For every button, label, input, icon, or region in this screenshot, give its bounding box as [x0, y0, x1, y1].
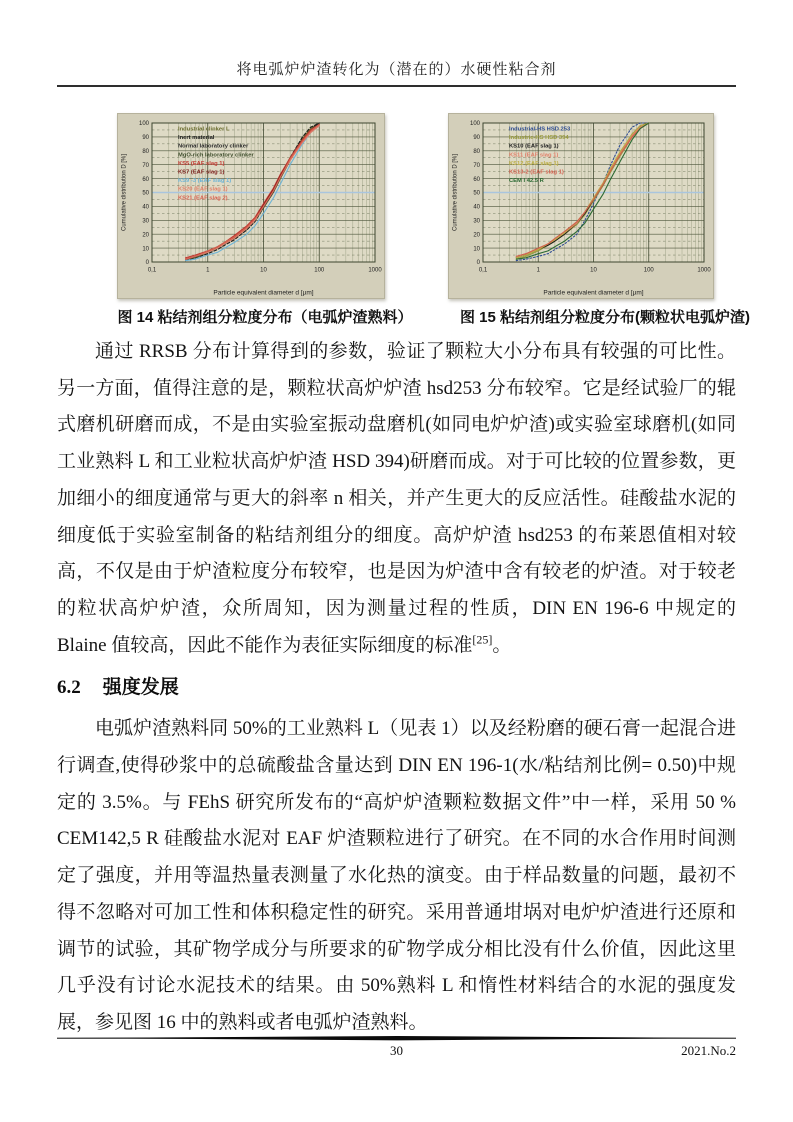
svg-text:100: 100: [643, 267, 654, 274]
svg-text:80: 80: [142, 149, 149, 155]
svg-text:70: 70: [142, 162, 149, 169]
svg-text:0,1: 0,1: [147, 267, 157, 274]
page-number: 30: [390, 1043, 403, 1058]
svg-text:0: 0: [476, 260, 480, 267]
section-heading-6-2: [57, 673, 736, 703]
svg-text:100: 100: [469, 121, 480, 128]
cumulative-distribution-plot: [118, 114, 384, 298]
svg-text:50: 50: [473, 190, 480, 197]
svg-text:KS12 (EAF slag 1): KS12 (EAF slag 1): [509, 160, 559, 167]
svg-text:50: 50: [142, 190, 149, 197]
svg-text:Cumulative distribution D [%]: Cumulative distribution D [%]: [452, 153, 459, 232]
svg-text:KS20 (EAF slag 1): KS20 (EAF slag 1): [178, 186, 228, 193]
reference-25-superscript: [25]: [472, 632, 493, 647]
svg-text:MgO-rich laboratory clinker: MgO-rich laboratory clinker: [178, 152, 254, 159]
svg-text:100: 100: [314, 267, 325, 274]
svg-text:KS9 -3 (EAF slag 1): KS9 -3 (EAF slag 1): [178, 178, 232, 185]
page-header-title: 将电弧炉炉渣转化为（潜在的）水硬性粘合剂: [236, 62, 557, 78]
svg-text:Cumulative distribution D [%]: Cumulative distribution D [%]: [121, 153, 128, 232]
header-rule: [57, 85, 736, 87]
svg-text:30: 30: [142, 218, 149, 225]
page-footer: [57, 1036, 736, 1059]
section-title: 强度发展: [102, 677, 179, 699]
svg-text:Particle equivalent diameter d: Particle equivalent diameter d [µm]: [543, 289, 644, 297]
svg-text:Industrial clinker L: Industrial clinker L: [178, 126, 230, 133]
figure-14-chart: [117, 113, 385, 299]
paragraph-1: [57, 334, 736, 664]
svg-text:20: 20: [473, 232, 480, 239]
svg-text:10: 10: [473, 246, 480, 253]
body-text: [57, 334, 736, 1042]
svg-text:1: 1: [536, 267, 540, 274]
svg-text:Industrie-HS HSD 394: Industrie-HS HSD 394: [509, 135, 569, 142]
svg-text:60: 60: [473, 176, 480, 183]
svg-text:Particle equivalent diameter d: Particle equivalent diameter d [µm]: [213, 289, 314, 297]
svg-text:70: 70: [473, 162, 480, 169]
svg-text:Industrial-HS HSD 253: Industrial-HS HSD 253: [509, 126, 571, 133]
footer-rule: [57, 1036, 736, 1041]
figure-15-chart: [448, 113, 714, 299]
svg-text:100: 100: [138, 121, 149, 128]
svg-text:Normal laboratory clinker: Normal laboratory clinker: [178, 143, 249, 150]
svg-text:CEM I 42.5 R: CEM I 42.5 R: [509, 178, 544, 185]
svg-text:KS10 (EAF slag 1): KS10 (EAF slag 1): [509, 143, 559, 150]
svg-text:20: 20: [142, 232, 149, 239]
figure-14-caption: 图 14 粘结剂组分粒度分布（电弧炉渣熟料）: [117, 309, 413, 326]
svg-text:10: 10: [142, 246, 149, 253]
svg-text:1000: 1000: [368, 267, 382, 274]
svg-text:90: 90: [142, 135, 149, 142]
svg-text:10: 10: [590, 267, 597, 274]
svg-text:KS11 (EAF slag 1): KS11 (EAF slag 1): [509, 152, 559, 159]
figure-15-caption: 图 15 粘结剂组分粒度分布(颗粒状电弧炉渣): [459, 309, 750, 326]
paragraph-1-period: 。: [492, 634, 512, 656]
cumulative-distribution-plot: [449, 114, 713, 298]
svg-text:10: 10: [260, 267, 267, 274]
section-number: 6.2: [57, 677, 81, 699]
svg-text:KS7 (EAF slag 1): KS7 (EAF slag 1): [178, 169, 225, 176]
svg-text:0,1: 0,1: [478, 267, 488, 274]
svg-text:30: 30: [473, 218, 480, 225]
issue-label: 2021.No.2: [681, 1043, 736, 1058]
svg-text:40: 40: [473, 204, 480, 211]
svg-text:1: 1: [206, 267, 210, 274]
svg-text:90: 90: [473, 135, 480, 142]
svg-text:40: 40: [142, 204, 149, 211]
svg-text:Inert material: Inert material: [178, 135, 215, 142]
paragraph-1-text: 通过 RRSB 分布计算得到的参数，验证了颗粒大小分布具有较强的可比性。另一方面，值得注意的是，颗粒状高炉炉渣 hsd253 分布较窄。它是经试验厂的辊式磨机研磨而成，不是由实验室振动盘磨机(如同电炉炉渣)或实验室球磨机(如同工业熟料 L 和工业粒状高炉炉渣 HSD 394)研磨而成。对于可比较的位置参数，更加细小的细度通常与更大的斜率 n 相关，并产生更大的反应活性。硅酸盐水泥的细度低于实验室制备的粘结剂组分的细度。高炉炉渣 hsd253 的布莱恩值相对较高，不仅是由于炉渣粒度分布较窄，也是因为炉渣中含有较老的炉渣。对于较老的粒状高炉炉渣，众所周知，因为测量过程的性质，DIN EN 196-6 中规定的 Blaine 值较高，因此不能作为表征实际细度的标准: [57, 341, 736, 656]
svg-text:KS21 (EAF slag 2): KS21 (EAF slag 2): [178, 195, 228, 202]
svg-text:0: 0: [145, 260, 149, 267]
svg-text:KS13-2 (EAF slag 1): KS13-2 (EAF slag 1): [509, 169, 564, 176]
svg-text:KS5 (EAF slag 1): KS5 (EAF slag 1): [178, 160, 225, 167]
svg-text:80: 80: [473, 149, 480, 155]
svg-text:60: 60: [142, 176, 149, 183]
paragraph-2: 电弧炉渣熟料同 50%的工业熟料 L（见表 1）以及经粉磨的硬石膏一起混合进行调查,使得砂浆中的总硫酸盐含量达到 DIN EN 196-1(水/粘结剂比例= 0.50)中规定的 3.5%。与 FEhS 研究所发布的“高炉炉渣颗粒数据文件”中一样，采用 50 % CEM142,5 R 硅酸盐水泥对 EAF 炉渣颗粒进行了研究。在不同的水合作用时间测定了强度，并用等温热量表测量了水化热的演变。由于样品数量的问题，最初不得不忽略对可加工性和体积稳定性的研究。采用普通坩埚对电炉炉渣进行还原和调节的试验，其矿物学成分与所要求的矿物学成分相比没有什么价值，因此这里几乎没有讨论水泥技术的结果。由 50%熟料 L 和惰性材料结合的水泥的强度发展，参见图 16 中的熟料或者电弧炉渣熟料。: [57, 718, 736, 1033]
svg-text:1000: 1000: [697, 267, 711, 274]
